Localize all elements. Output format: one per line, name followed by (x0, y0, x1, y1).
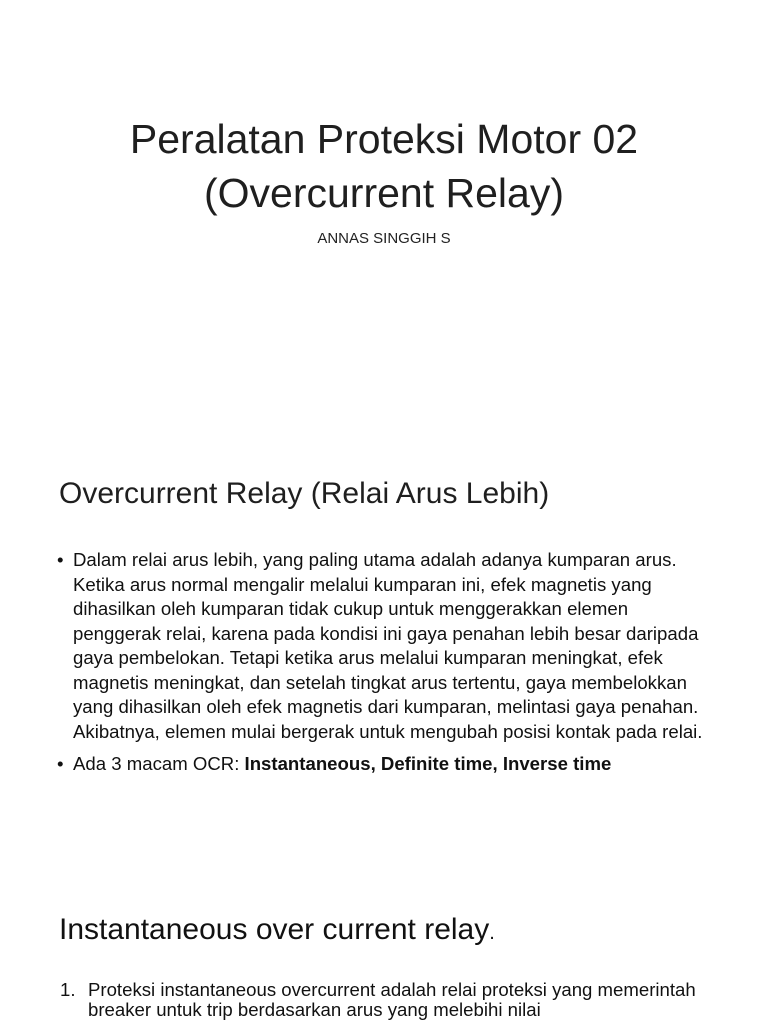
bullet-text-prefix: Ada 3 macam OCR: (73, 753, 245, 774)
author-name: ANNAS SINGGIH S (317, 230, 451, 247)
bullet-list (56, 548, 716, 785)
list-item (58, 980, 728, 1020)
title-line-1: Peralatan Proteksi Motor 02 (129, 116, 639, 162)
bullet-item (56, 752, 716, 777)
slide-heading-suffix: . (489, 922, 495, 944)
slide-instantaneous-relay (0, 864, 768, 1024)
slide-heading: Overcurrent Relay (Relai Arus Lebih) (59, 477, 550, 510)
list-item-text: Proteksi instantaneous overcurrent adalah relai proteksi yang memerintah breaker untuk trip berdasarkan arus yang melebihi nilai (88, 979, 696, 1020)
bullet-text: Dalam relai arus lebih, yang paling utama adalah adanya kumparan arus. Ketika arus normal mengalir melalui kumparan ini, efek magnetis yang dihasilkan oleh kumparan tidak cukup untuk menggerakkan elemen penggerak relai, karena pada kondisi ini gaya penahan lebih besar daripada gaya pembelokan. Tetapi ketika arus melalui kumparan meningkat, efek magnetis meningkat, dan setelah tingkat arus tertentu, gaya membelokkan yang dihasilkan oleh efek magnetis dari kumparan, melintasi gaya penahan. Akibatnya, elemen mulai bergerak untuk mengubah posisi kontak pada relai. (73, 549, 703, 742)
numbered-list (58, 980, 728, 1020)
presentation-title (40, 112, 728, 220)
slide-heading (59, 910, 739, 953)
slide-heading-text: Instantaneous over current relay (59, 913, 490, 946)
ocr-types: Instantaneous, Definite time, Inverse time (244, 753, 612, 774)
list-item-number: 1. (60, 979, 76, 1000)
slide-title (0, 0, 768, 432)
title-line-2: (Overcurrent Relay) (204, 170, 564, 216)
bullet-item (56, 548, 716, 744)
slide-overcurrent-relay (0, 432, 768, 864)
